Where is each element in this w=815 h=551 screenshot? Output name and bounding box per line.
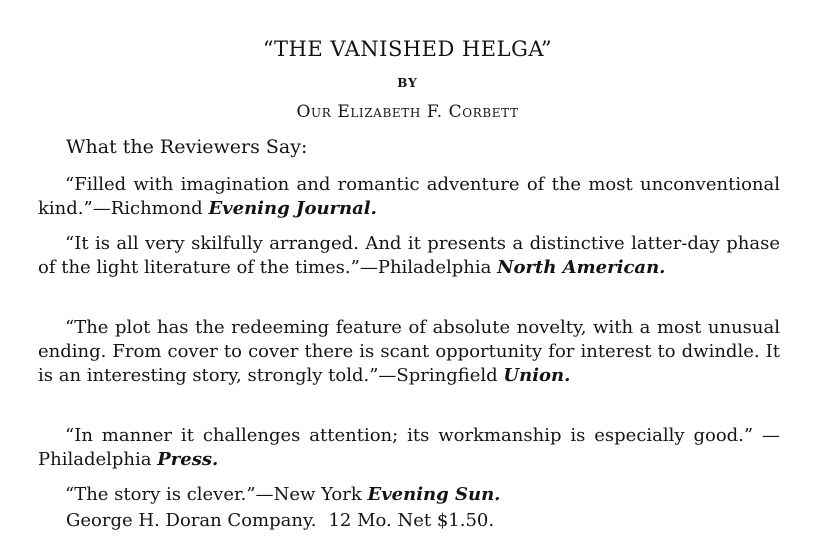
publisher-price: 12 Mo. Net $1.50.: [328, 510, 495, 531]
review-source-city: Springfield: [396, 365, 504, 386]
review-source-paper: Evening Journal.: [208, 198, 377, 219]
byline-label: BY: [397, 76, 418, 90]
review-source-paper: Press.: [157, 449, 219, 470]
author-name: Our Elizabeth F. Corbett: [296, 102, 519, 122]
review-source-paper: North American.: [497, 257, 666, 278]
review-quote: [38, 424, 780, 472]
review-text: “The story is clever.”—: [65, 484, 274, 505]
review-text: “Filled with imagination and romantic adventure of the most unconventional kind.”—: [38, 174, 780, 219]
review-source-city: New York: [273, 484, 368, 505]
review-source-city: Philadelphia: [377, 257, 498, 278]
review-quote: [38, 316, 780, 388]
review-quote: [38, 483, 780, 507]
review-quote: [38, 173, 780, 221]
review-source-paper: Union.: [503, 365, 571, 386]
review-source-paper: Evening Sun.: [367, 484, 501, 505]
reviewers-heading: What the Reviewers Say:: [66, 136, 308, 158]
review-text: “It is all very skilfully arranged. And it presents a distinctive latter-day phase of the light literature of the times.”—: [38, 233, 780, 278]
review-quote: [38, 232, 780, 280]
review-source-city: Richmond: [110, 198, 209, 219]
review-source-city: Philadelphia: [38, 449, 158, 470]
review-text: “The plot has the redeeming feature of absolute novelty, with a most unusual ending. From cover to cover there is scant opportunity for interest to dwindle. It is an interesting story, strongly told.”—: [38, 317, 780, 386]
book-title: “THE VANISHED HELGA”: [262, 37, 553, 61]
review-text: “In manner it challenges attention; its workmanship is especially good.” —: [65, 425, 780, 446]
publisher-line: [66, 510, 494, 531]
publisher-name: George H. Doran Company.: [66, 510, 317, 531]
